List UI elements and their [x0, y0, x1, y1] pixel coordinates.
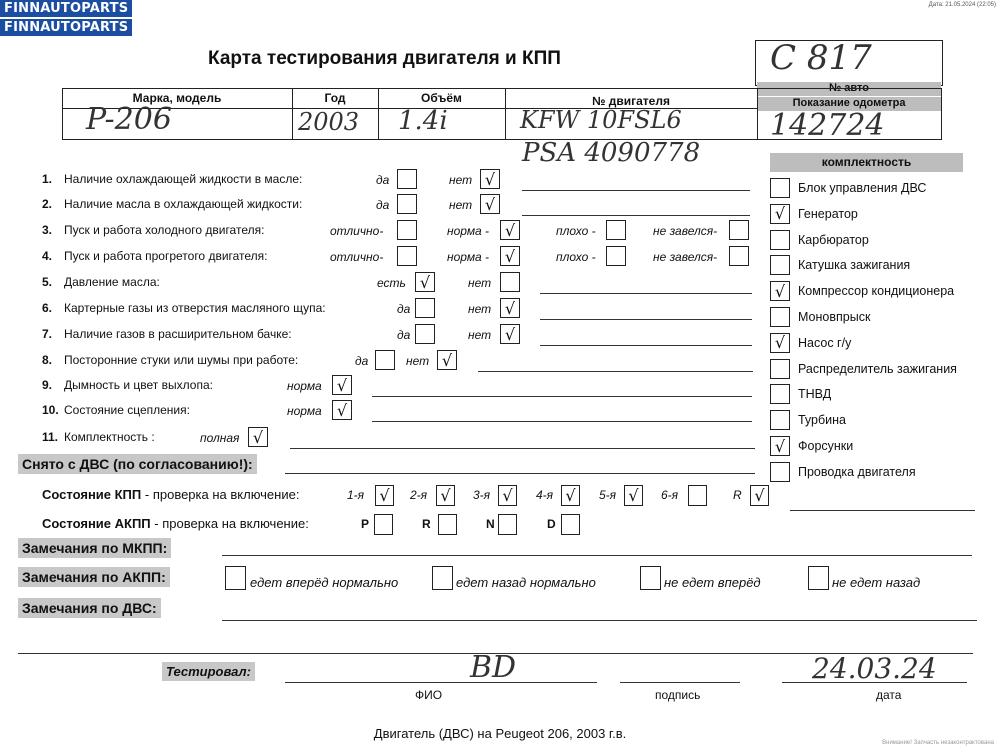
- kpp-gear-label: R: [733, 488, 742, 502]
- q3-ploho-label: плохо -: [556, 224, 596, 238]
- question-text: Наличие охлаждающей жидкости в масле:: [64, 172, 303, 186]
- kpp-gear-label: 5-я: [599, 488, 617, 502]
- q4-norma-checkbox[interactable]: √: [500, 246, 520, 266]
- complect-checkbox[interactable]: [770, 307, 790, 327]
- q3-otlichno-checkbox[interactable]: [397, 220, 417, 240]
- akpp-mode-checkbox[interactable]: [438, 514, 457, 535]
- question-number: 3.: [42, 223, 53, 237]
- q3-ne-zavelsya-label: не завелся-: [653, 224, 718, 238]
- kpp-gear-label: 4-я: [536, 488, 554, 502]
- q9-line: [372, 396, 752, 397]
- akpp-remark-checkbox[interactable]: [808, 566, 829, 590]
- question-text: Комплектность :: [64, 430, 155, 444]
- q11-polnaya-checkbox[interactable]: √: [248, 427, 268, 447]
- col-divider: [757, 88, 758, 140]
- q10-line: [372, 421, 752, 422]
- question-text: Давление масла:: [64, 275, 160, 289]
- brand-logo: FINNAUTOPARTS: [0, 0, 132, 17]
- q5-net-label: нет: [468, 276, 492, 290]
- q2-da-label: да: [376, 198, 390, 212]
- header-volume: Объём: [421, 91, 462, 105]
- kpp-gear-label: 6-я: [661, 488, 679, 502]
- signature-line: [620, 682, 740, 683]
- removed-label: Снято с ДВС (по согласованию!):: [18, 454, 257, 474]
- remarks-dvs-label: Замечания по ДВС:: [18, 598, 161, 618]
- complect-checkbox[interactable]: √: [770, 281, 790, 301]
- q6-line: [540, 319, 752, 320]
- question-text: Пуск и работа холодного двигателя:: [64, 223, 265, 237]
- complect-item-label: Насос г/у: [798, 335, 852, 350]
- kpp-gear-label: 3-я: [473, 488, 491, 502]
- question-text: Посторонние стуки или шумы при работе:: [64, 353, 299, 367]
- kpp-gear-checkbox[interactable]: √: [498, 485, 517, 506]
- q10-norma-label: норма: [287, 404, 322, 418]
- q7-net-label: нет: [468, 328, 492, 342]
- q4-ne-zavelsya-label: не завелся-: [653, 250, 718, 264]
- q5-est-checkbox[interactable]: √: [415, 272, 435, 292]
- q6-da-label: да: [397, 302, 411, 316]
- q1-net-checkbox[interactable]: √: [480, 169, 500, 189]
- kpp-gear-checkbox[interactable]: √: [436, 485, 455, 506]
- form-title: Карта тестирования двигателя и КПП: [208, 48, 561, 69]
- question-number: 9.: [42, 378, 53, 392]
- header-engine-no: № двигателя: [592, 94, 670, 108]
- complect-checkbox[interactable]: [770, 359, 790, 379]
- q3-norma-checkbox[interactable]: √: [500, 220, 520, 240]
- fio-caption: ФИО: [415, 688, 443, 702]
- q2-da-checkbox[interactable]: [397, 194, 417, 214]
- kpp-gear-checkbox[interactable]: √: [750, 485, 769, 506]
- question-number: 4.: [42, 249, 53, 263]
- complect-checkbox[interactable]: [770, 230, 790, 250]
- q1-line: [522, 190, 750, 191]
- akpp-mode-checkbox[interactable]: [498, 514, 517, 535]
- question-number: 10.: [42, 403, 59, 417]
- value-odometer: 142724: [770, 108, 885, 143]
- akpp-mode-label: R: [422, 517, 431, 531]
- q3-ploho-checkbox[interactable]: [606, 220, 626, 240]
- remarks-mkpp-line: [222, 555, 972, 556]
- akpp-remark-checkbox[interactable]: [432, 566, 453, 590]
- question-text: Наличие масла в охлаждающей жидкости:: [64, 197, 303, 211]
- akpp-mode-label: N: [486, 517, 495, 531]
- kpp-gear-checkbox[interactable]: √: [561, 485, 580, 506]
- q4-norma-label: норма -: [447, 250, 490, 264]
- complect-checkbox[interactable]: [770, 255, 790, 275]
- kpp-line: [790, 510, 975, 511]
- complect-item-label: Катушка зажигания: [798, 258, 911, 273]
- tested-label: Тестировал:: [162, 662, 255, 681]
- brand-logo-2: FINNAUTOPARTS: [0, 19, 132, 36]
- q5-line: [540, 293, 752, 294]
- car-number-handwritten: C 817: [770, 38, 872, 78]
- complect-item-label: Генератор: [798, 206, 858, 221]
- removed-line: [285, 473, 755, 474]
- tester-sign: BD: [470, 650, 517, 685]
- q4-otlichno-label: отлично-: [330, 250, 384, 264]
- q8-da-label: да: [355, 354, 369, 368]
- date-caption: дата: [876, 688, 902, 702]
- q5-est-label: есть: [377, 276, 406, 290]
- signature-caption: подпись: [655, 688, 701, 702]
- q9-norma-checkbox[interactable]: √: [332, 375, 352, 395]
- q4-ne-zavelsya-checkbox[interactable]: [729, 246, 749, 266]
- question-text: Картерные газы из отверстия масляного щупа:: [64, 301, 326, 315]
- kpp-gear-checkbox[interactable]: √: [624, 485, 643, 506]
- remarks-akpp-label: Замечания по АКПП:: [18, 567, 170, 587]
- q2-net-checkbox[interactable]: √: [480, 194, 500, 214]
- akpp-remark-option: не едет вперёд: [664, 575, 761, 590]
- question-number: 1.: [42, 172, 53, 186]
- complect-item-label: Моновпрыск: [798, 310, 871, 324]
- watermark: Внимание! Запчасть незаконтрактована: [882, 740, 994, 746]
- q10-norma-checkbox[interactable]: √: [332, 400, 352, 420]
- q1-da-label: да: [376, 173, 390, 187]
- q8-net-label: нет: [406, 354, 430, 368]
- q4-ploho-checkbox[interactable]: [606, 246, 626, 266]
- question-number: 7.: [42, 327, 53, 341]
- question-text: Наличие газов в расширительном бачке:: [64, 327, 292, 341]
- kpp-gear-checkbox[interactable]: √: [375, 485, 394, 506]
- complect-item-label: Компрессор кондиционера: [798, 284, 955, 299]
- question-number: 2.: [42, 197, 53, 211]
- q3-norma-label: норма -: [447, 224, 490, 238]
- header-model: Марка, модель: [132, 91, 222, 105]
- q4-otlichno-checkbox[interactable]: [397, 246, 417, 266]
- q11-line: [290, 448, 755, 449]
- q6-da-checkbox[interactable]: [415, 298, 435, 318]
- akpp-remark-option: едет назад нормально: [456, 575, 596, 590]
- question-number: 8.: [42, 353, 53, 367]
- q6-net-checkbox[interactable]: √: [500, 298, 520, 318]
- q6-net-label: нет: [468, 302, 492, 316]
- q8-line: [478, 371, 753, 372]
- complect-item-label: ТНВД: [798, 387, 832, 402]
- akpp-mode-checkbox[interactable]: [561, 514, 580, 535]
- akpp-remark-option: не едет назад: [832, 575, 921, 590]
- page-caption: Двигатель (ДВС) на Peugeot 206, 2003 г.в.: [373, 726, 627, 741]
- question-text: Пуск и работа прогретого двигателя:: [64, 249, 268, 263]
- fio-line: [285, 682, 597, 683]
- akpp-remark-option: едет вперёд нормально: [250, 575, 399, 590]
- akpp-mode-label: P: [361, 517, 370, 531]
- akpp-remark-checkbox[interactable]: [640, 566, 661, 590]
- kpp-gear-label: 1-я: [347, 488, 365, 502]
- q9-norma-label: норма: [287, 379, 322, 393]
- akpp-label: Состояние АКПП - проверка на включение:: [42, 516, 309, 531]
- q1-net-label: нет: [449, 173, 473, 187]
- q4-ploho-label: плохо -: [556, 250, 596, 264]
- question-number: 6.: [42, 301, 53, 315]
- q7-da-label: да: [397, 328, 411, 342]
- q8-da-checkbox[interactable]: [375, 350, 395, 370]
- complect-checkbox[interactable]: [770, 410, 790, 430]
- question-text: Состояние сцепления:: [64, 403, 190, 417]
- value-engine-no-2: PSA 4090778: [522, 138, 701, 168]
- complect-header: комплектность: [770, 153, 963, 172]
- q11-polnaya-label: полная: [200, 431, 240, 445]
- q5-net-checkbox[interactable]: [500, 272, 520, 292]
- car-number-label: № авто: [757, 82, 941, 96]
- complect-checkbox[interactable]: [770, 384, 790, 404]
- value-model: P-206: [86, 102, 172, 137]
- question-number: 11.: [42, 430, 59, 444]
- q3-otlichno-label: отлично-: [330, 224, 384, 238]
- kpp-gear-checkbox[interactable]: [688, 485, 707, 506]
- q1-da-checkbox[interactable]: [397, 169, 417, 189]
- q7-net-checkbox[interactable]: √: [500, 324, 520, 344]
- complect-item-label: Распределитель зажигания: [798, 361, 957, 376]
- q2-line: [522, 215, 750, 216]
- complect-item-label: Форсунки: [798, 439, 854, 453]
- q7-da-checkbox[interactable]: [415, 324, 435, 344]
- complect-checkbox[interactable]: √: [770, 333, 790, 353]
- question-number: 5.: [42, 275, 53, 289]
- header-year: Год: [324, 91, 346, 105]
- tested-date: 24.03.24: [812, 652, 937, 685]
- complect-item-label: Турбина: [798, 413, 846, 428]
- question-text: Дымность и цвет выхлопа:: [64, 378, 213, 392]
- upload-date-stamp: Дата: 21.05.2024 (22:05): [928, 2, 996, 8]
- odometer-label: Показание одометра: [757, 97, 941, 111]
- complect-checkbox[interactable]: [770, 178, 790, 198]
- value-volume: 1.4i: [398, 106, 448, 136]
- q8-net-checkbox[interactable]: √: [437, 350, 457, 370]
- complect-item-label: Карбюратор: [798, 232, 869, 247]
- value-engine-no: KFW 10FSL6: [520, 106, 682, 134]
- akpp-remark-checkbox[interactable]: [225, 566, 246, 590]
- akpp-mode-checkbox[interactable]: [374, 514, 393, 535]
- kpp-label: Состояние КПП - проверка на включение:: [42, 487, 300, 502]
- complect-item-label: Блок управления ДВС: [798, 181, 927, 195]
- complect-checkbox[interactable]: [770, 462, 790, 482]
- complect-checkbox[interactable]: √: [770, 204, 790, 224]
- value-year: 2003: [298, 108, 360, 136]
- kpp-gear-label: 2-я: [410, 488, 428, 502]
- q7-line: [540, 345, 752, 346]
- akpp-mode-label: D: [547, 517, 556, 531]
- remarks-mkpp-label: Замечания по МКПП:: [18, 538, 171, 558]
- complect-item-label: Проводка двигателя: [798, 464, 916, 479]
- q2-net-label: нет: [449, 198, 473, 212]
- complect-checkbox[interactable]: √: [770, 436, 790, 456]
- remarks-dvs-line: [222, 620, 977, 621]
- q3-ne-zavelsya-checkbox[interactable]: [729, 220, 749, 240]
